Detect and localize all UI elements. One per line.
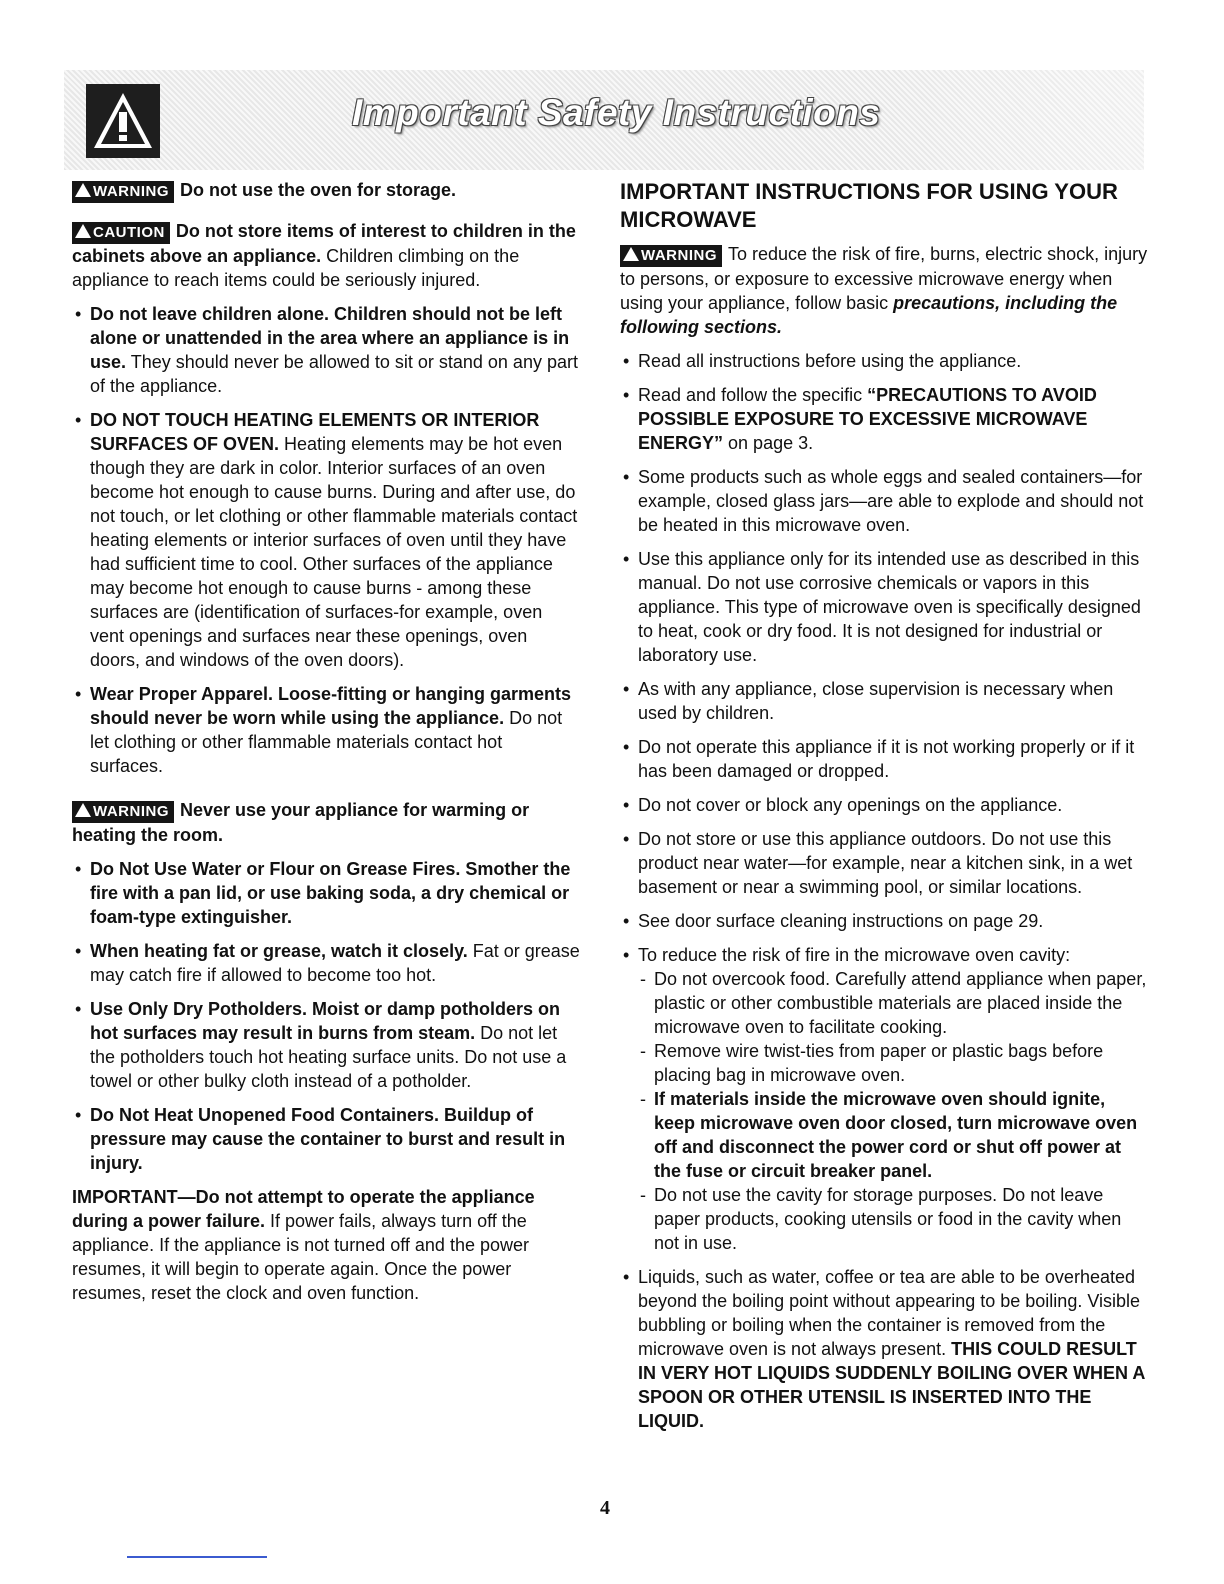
list-item: • DO NOT TOUCH HEATING ELEMENTS OR INTERIOR SURFACES OF OVEN. Heating elements may be hot even though they are dark in color. Interior surfaces of an oven become hot enough to cause burns. During and after use, do not touch, or let clothing or other flammable materials contact heating elements or interior surfaces of oven until they have had sufficient time to cool. Other surfaces of the appliance may become hot enough to cause burns - among these surfaces are (identification of surfaces-for example, oven vent openings and surfaces near these openings, oven doors, and windows of the oven doors). <box>75 410 578 670</box>
warning-microwave: WARNING To reduce the risk of fire, burns, electric shock, injury to persons, or exposure to excessive microwave energy when using your appliance, follow basic precautions, including the following sections. <box>620 244 1148 337</box>
list-item: • Read and follow the specific “PRECAUTIONS TO AVOID POSSIBLE EXPOSURE TO EXCESSIVE MICROWAVE ENERGY” on page 3. <box>623 385 1097 453</box>
page-title: Important Safety Instructions <box>352 92 881 133</box>
list-item: • Use Only Dry Potholders. Moist or damp potholders on hot surfaces may result in burns from steam. Do not let the potholders touch hot heating surface units. Do not use a towel or other bulky cloth instead of a potholder. <box>75 999 567 1091</box>
warning-badge: WARNING <box>72 181 174 203</box>
list-item: • Do Not Heat Unopened Food Containers. Buildup of pressure may cause the container to burst and result in injury. <box>75 1105 566 1173</box>
list-item: • Do not store or use this appliance outdoors. Do not use this product near water—for example, near a kitchen sink, in a wet basement or near a swimming pool, or similar locations. <box>623 829 1133 897</box>
bullet-list-fires <box>72 857 580 1175</box>
list-item: • Do not cover or block any openings on the appliance. <box>623 795 1063 815</box>
footer-divider <box>127 1556 267 1558</box>
alert-triangle-icon <box>75 803 91 817</box>
list-item: • Do Not Use Water or Flour on Grease Fires. Smother the fire with a pan lid, or use baking soda, a dry chemical or foam-type extinguisher. <box>75 859 571 927</box>
list-item: • Read all instructions before using the appliance. <box>623 351 1022 371</box>
bullet-list-children <box>72 302 580 778</box>
list-item: • Some products such as whole eggs and sealed containers—for example, closed glass jars—are able to explode and should not be heated in this microwave oven. <box>623 467 1144 535</box>
left-column <box>72 178 580 1305</box>
warning-badge: WARNING <box>72 801 174 823</box>
list-item: • Use this appliance only for its intended use as described in this manual. Do not use corrosive chemicals or vapors in this appliance. This type of microwave oven is specifically designed to heat, cook or dry food. It is not designed for industrial or laboratory use. <box>623 549 1141 665</box>
alert-triangle-icon <box>75 224 91 238</box>
list-item: • To reduce the risk of fire in the microwave oven cavity: - Do not overcook food. Carefully attend appliance when paper, plastic or other combustible materials are placed inside the microwave oven to facilitate cooking. - Remove wire twist-ties from paper or plastic bags before placing bag in microwave oven. - If materials inside the microwave oven should ignite, keep microwave oven door closed, turn microwave oven off and disconnect the power cord or shut off power at the fuse or circuit breaker panel. - Do not use the cavity for storage purposes. Do not leave paper products, cooking utensils or food in the cavity when not in use. <box>620 943 1150 1255</box>
sub-list-fire-cavity <box>638 967 1150 1255</box>
warning-heating-room: WARNING Never use your appliance for warming or heating the room. <box>72 800 530 845</box>
sub-list-item: - Remove wire twist-ties from paper or plastic bags before placing bag in microwave oven. <box>640 1041 1104 1085</box>
list-item: • See door surface cleaning instructions on page 29. <box>623 911 1044 931</box>
section-heading: IMPORTANT INSTRUCTIONS FOR USING YOUR MICROWAVE <box>620 179 1118 232</box>
alert-triangle-icon <box>75 183 91 197</box>
sub-list-item: - Do not overcook food. Carefully attend appliance when paper, plastic or other combustible materials are placed inside the microwave oven to facilitate cooking. <box>640 969 1147 1037</box>
warning-triangle-icon <box>86 84 160 158</box>
alert-triangle-icon <box>623 247 639 261</box>
sub-list-item: - Do not use the cavity for storage purposes. Do not leave paper products, cooking utensils or food in the cavity when not in use. <box>640 1185 1122 1253</box>
list-item: • Do not operate this appliance if it is not working properly or if it has been damaged or dropped. <box>623 737 1135 781</box>
important-power-failure: IMPORTANT—Do not attempt to operate the appliance during a power failure. If power fails, always turn off the appliance. If the appliance is not turned off and the power resumes, it will begin to operate again. Once the power resumes, reset the clock and oven function. <box>72 1187 535 1303</box>
bullet-list-microwave <box>620 349 1150 1433</box>
right-column <box>620 178 1150 1433</box>
list-item: • Do not leave children alone. Children should not be left alone or unattended in the area where an appliance is in use. They should never be allowed to sit or stand on any part of the appliance. <box>75 304 578 396</box>
header-banner <box>64 70 1144 170</box>
list-item: • Liquids, such as water, coffee or tea are able to be overheated beyond the boiling point without appearing to be boiling. Visible bubbling or boiling when the container is removed from the microwave oven is not always present. THIS COULD RESULT IN VERY HOT LIQUIDS SUDDENLY BOILING OVER WHEN A SPOON OR OTHER UTENSIL IS INSERTED INTO THE LIQUID. <box>623 1267 1145 1431</box>
list-item: • Wear Proper Apparel. Loose-fitting or hanging garments should never be worn while using the appliance. Do not let clothing or other flammable materials contact hot surfaces. <box>75 684 572 776</box>
list-item: • As with any appliance, close supervision is necessary when used by children. <box>623 679 1114 723</box>
page-number: 4 <box>600 1497 610 1519</box>
sub-list-item: - If materials inside the microwave oven should ignite, keep microwave oven door closed, turn microwave oven off and disconnect the power cord or shut off power at the fuse or circuit breaker panel. <box>640 1089 1138 1181</box>
warning-badge: WARNING <box>620 245 722 267</box>
list-item: • When heating fat or grease, watch it closely. Fat or grease may catch fire if allowed to become too hot. <box>75 941 580 985</box>
caution-cabinets: CAUTION Do not store items of interest to children in the cabinets above an appliance. Children climbing on the appliance to reach items could be seriously injured. <box>72 221 576 290</box>
banner-fade <box>884 70 1144 170</box>
caution-badge: CAUTION <box>72 222 170 244</box>
warning-storage: WARNING Do not use the oven for storage. <box>72 178 580 203</box>
